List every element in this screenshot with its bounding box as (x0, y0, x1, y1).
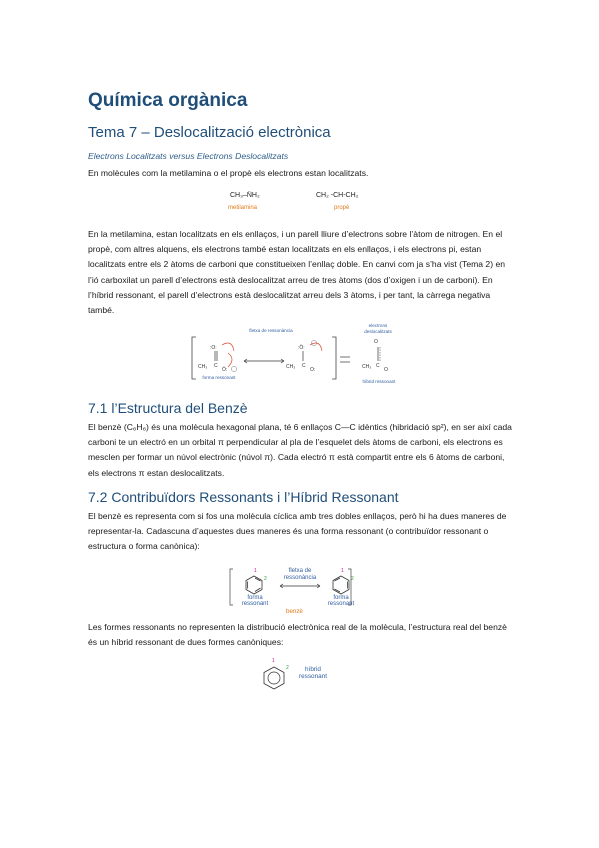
svg-text::O:: :O: (210, 345, 217, 351)
forma-label-left-2: ressonant (241, 601, 269, 607)
svg-text:CH₃: CH₃ (198, 364, 208, 370)
svg-text:C: C (214, 363, 218, 369)
section-heading-benzene-structure: 7.1 l’Estructura del Benzè (88, 400, 248, 416)
paragraph-resonance-contributors: El benzè es representa com si fos una molècula cíclica amb tres dobles enllaços, però hi ha dues maneres de representar-la. Cadascuna d’aquestes dues maneres és una forma ressonant (o contribuïdor ressonant o estructura o forma canònica): (88, 511, 507, 552)
figure-benzene-hybrid (258, 660, 348, 694)
atom-number-1-right: 1 (341, 568, 344, 574)
svg-text:C: C (302, 363, 306, 369)
chapter-heading: Tema 7 – Deslocalització electrònica (88, 124, 331, 141)
figure-carboxylate-resonance (190, 323, 410, 389)
svg-text:C: C (376, 363, 380, 369)
arrow-label-resonance: fletxa de ressonància (249, 328, 293, 333)
arrow-label-line2: ressonància (283, 575, 317, 581)
figure-benzene-resonance (228, 567, 373, 607)
figure-localized-molecules (228, 190, 378, 222)
atom-number-1-left: 1 (254, 568, 257, 574)
svg-text:O: O (384, 367, 388, 373)
hibrid-label-2: ressonant (298, 673, 328, 680)
svg-text:Ö:: Ö: (222, 367, 228, 373)
forma-label-left-1: forma (247, 595, 263, 601)
atom-number-2-right: 2 (351, 576, 354, 582)
svg-text:O:: O: (310, 367, 316, 373)
forma-ressonant-label: forma ressonant (202, 375, 236, 380)
atom-number-2-left: 2 (264, 576, 267, 582)
svg-text:CH₃: CH₃ (362, 364, 372, 370)
forma-label-right-1: forma (333, 595, 349, 601)
svg-text:O: O (374, 339, 378, 345)
benze-label: benzè (286, 608, 303, 615)
hibrid-label-1: híbrid (305, 666, 321, 673)
metilamina-label: metilamina (228, 205, 258, 211)
prope-label: propè (334, 205, 350, 211)
section-heading-resonance-contributors: 7.2 Contribuïdors Ressonants i l’Híbrid Ressonant (88, 489, 399, 505)
prope-formula: CH₂ -CH-CH₂ (316, 192, 359, 199)
svg-text::Ö:: :Ö: (298, 345, 305, 351)
hibrid-ressonant-label: híbrid ressonant (362, 379, 396, 384)
svg-text:CH₃: CH₃ (286, 364, 296, 370)
paragraph-localized: En la metilamina, estan localitzats en els enllaços, i un parell lliure d’electrons sobre l’àtom de nitrogen. En el propè, com altres alquens, els electrons també estan localitzats en els enllaços, i els electrons pi, estan localitzats entre els 2 àtoms de carboni que constitueixen l’enllaç doble. En canvi com ja s’ha vist (Tema 2) en l’ió carboxilat un parell d’electrons està deslocalitzat arreu de tres àtoms (dos d’oxigen i un de carboni). En l’híbrid ressonant, el parell d’electrons està deslocalitzat arreu dels 3 àtoms, i per tant, la càrrega negativa també. (88, 229, 506, 316)
metilamina-formula: CH₃–N̈H₂ (230, 192, 260, 199)
forma-label-right-2: ressonant (327, 601, 355, 607)
paragraph-hybrid: Les formes ressonants no representen la distribució electrònica real de la molècula, l’estructura real del benzè és un híbrid ressonant de dues formes canòniques: (88, 622, 507, 648)
paragraph-benzene-structure: El benzè (C₆H₆) és una molècula hexagonal plana, té 6 enllaços C—C idèntics (hibridació sp²), en ser així cada carboni te un electró en un orbital π perpendicular al pla de l’esquelet dels àtoms de carboni, els electrons es mesclen per formar un núvol electrònic (núvol π). Cada electró π està compartit entre els 6 àtoms de carboni, els electrons π estan deslocalitzats. (88, 422, 512, 478)
page-title: Química orgànica (88, 90, 248, 111)
intro-paragraph: En molècules com la metilamina o el propè els electrons estan localitzats. (88, 168, 369, 178)
arrow-label-line1: fletxa de (288, 568, 312, 574)
electrons-deslocalitzats-label: electrons deslocalitzats (364, 323, 392, 334)
hybrid-atom-number-1: 1 (272, 658, 275, 664)
section-subtitle: Electrons Localitzats versus Electrons Deslocalitzats (88, 151, 289, 161)
hybrid-atom-number-2: 2 (286, 665, 289, 671)
